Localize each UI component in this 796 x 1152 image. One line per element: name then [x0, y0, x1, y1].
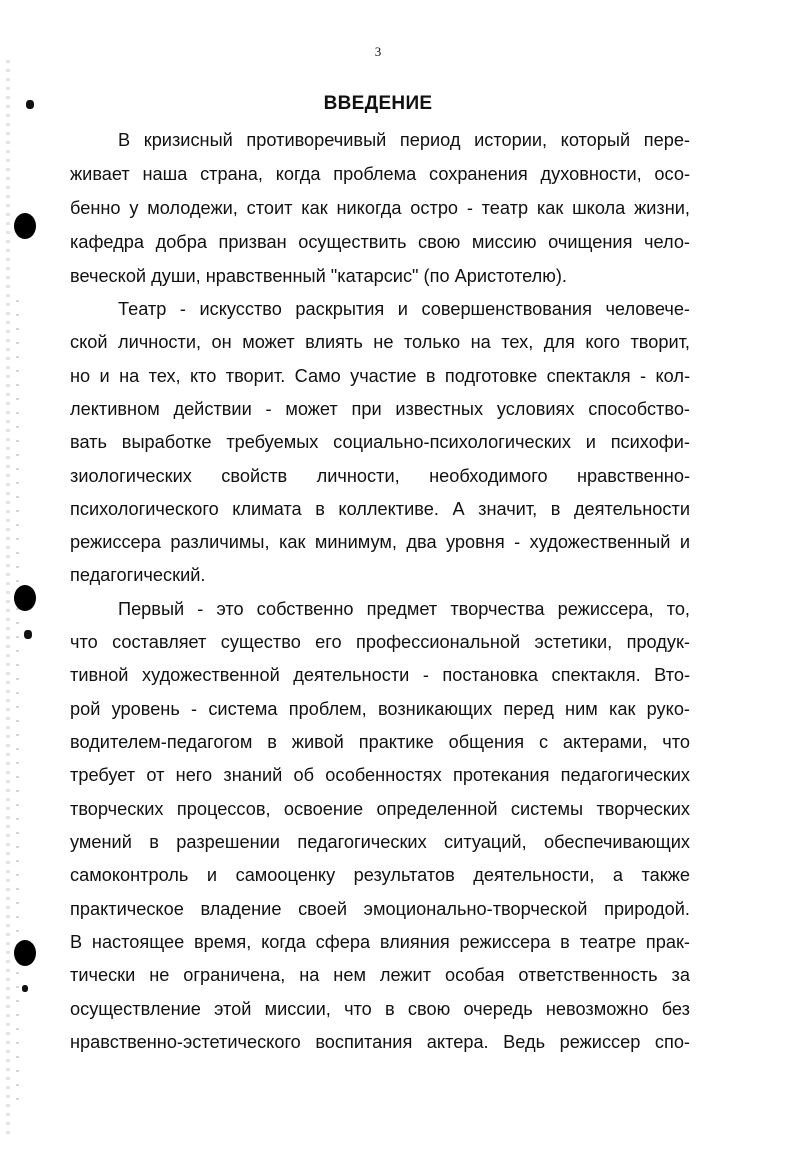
- text-line: кафедра добра призван осуществить свою миссию очищения чело-: [70, 232, 690, 252]
- text-line: зиологических свойств личности, необходимого нравственно-: [70, 466, 690, 486]
- text-line: самоконтроль и самооценку результатов деятельности, а также: [70, 865, 690, 885]
- page-number: 3: [374, 44, 382, 59]
- scan-edge-artifact: [6, 60, 10, 1140]
- page-title: ВВЕДЕНИЕ: [323, 93, 433, 114]
- text-line: режиссера различимы, как минимум, два уровня - художественный и: [70, 532, 690, 552]
- text-line: Первый - это собственно предмет творчества режиссера, то,: [118, 599, 690, 619]
- text-line: умений в разрешении педагогических ситуаций, обеспечивающих: [70, 832, 690, 852]
- scan-speck: [22, 985, 28, 992]
- text-line: осуществление этой миссии, что в свою очередь невозможно без: [70, 999, 690, 1019]
- text-line: живает наша страна, когда проблема сохранения духовности, осо-: [70, 164, 690, 184]
- text-line: тивной художественной деятельности - постановка спектакля. Вто-: [70, 665, 690, 685]
- text-line: нравственно-эстетического воспитания актера. Ведь режиссер спо-: [70, 1032, 690, 1052]
- binding-hole: [14, 213, 36, 239]
- scan-speck: [24, 630, 32, 639]
- text-line: лективном действии - может при известных условиях способство-: [70, 399, 690, 419]
- text-line: педагогический.: [70, 565, 206, 585]
- text-line: В кризисный противоречивый период истории, который пере-: [118, 130, 690, 150]
- text-line: что составляет существо его профессиональной эстетики, продук-: [70, 632, 690, 652]
- text-line: ской личности, он может влиять не только на тех, для кого творит,: [70, 332, 690, 352]
- binding-hole: [14, 585, 36, 611]
- text-line: но и на тех, кто творит. Само участие в подготовке спектакля - кол-: [70, 366, 690, 386]
- text-line: требует от него знаний об особенностях протекания педагогических: [70, 765, 690, 785]
- text-line: тически не ограничена, на нем лежит особая ответственность за: [70, 965, 690, 985]
- text-line: водителем-педагогом в живой практике общения с актерами, что: [70, 732, 690, 752]
- text-line: творческих процессов, освоение определенной системы творческих: [70, 799, 690, 819]
- scan-edge-artifact: [16, 300, 19, 1100]
- text-line: Театр - искусство раскрытия и совершенствования человече-: [118, 299, 690, 319]
- text-line: вать выработке требуемых социально-психологических и психофи-: [70, 432, 690, 452]
- binding-hole: [14, 940, 36, 966]
- text-line: рой уровень - система проблем, возникающих перед ним как руко-: [70, 699, 690, 719]
- text-line: бенно у молодежи, стоит как никогда остро - театр как школа жизни,: [70, 198, 690, 218]
- text-line: практическое владение своей эмоционально-творческой природой.: [70, 899, 690, 919]
- text-line: веческой души, нравственный "катарсис" (по Аристотелю).: [70, 266, 567, 286]
- text-line: В настоящее время, когда сфера влияния режиссера в театре прак-: [70, 932, 690, 952]
- text-line: психологического климата в коллективе. А значит, в деятельности: [70, 499, 690, 519]
